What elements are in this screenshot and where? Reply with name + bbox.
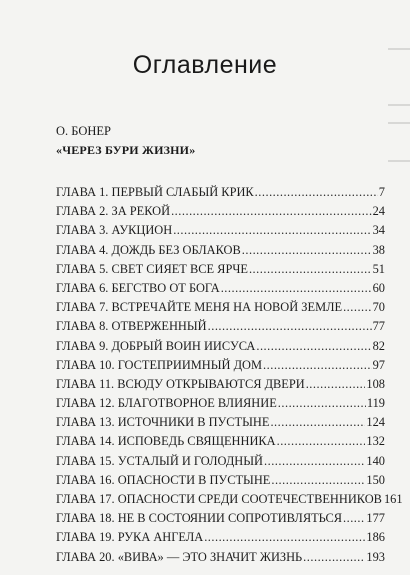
toc-entry-title: ГЛАВА 1. ПЕРВЫЙ СЛАБЫЙ КРИК	[56, 185, 254, 199]
toc-entry-title: ГЛАВА 18. НЕ В СОСТОЯНИИ СОПРОТИВЛЯТЬСЯ	[56, 511, 343, 526]
toc-leader-dots	[221, 279, 372, 298]
toc-leader-dots	[306, 375, 366, 394]
toc-entry-title: ГЛАВА 15. УСТАЛЫЙ И ГОЛОДНЫЙ	[56, 453, 264, 468]
toc-entry-title: ГЛАВА 10. ГОСТЕПРИИМНЫЙ ДОМ	[56, 357, 263, 372]
toc-entry-page: 38	[372, 242, 385, 257]
toc-entry-title: ГЛАВА 6. БЕГСТВО ОТ БОГА	[56, 280, 220, 295]
toc-entry	[56, 260, 385, 279]
toc-entry-page: 51	[372, 261, 385, 276]
toc-leader-dots	[256, 337, 371, 356]
toc-entry	[56, 471, 385, 490]
toc-entry-title: ГЛАВА 19. РУКА АНГЕЛА	[56, 530, 204, 545]
toc-leader-dots	[277, 432, 366, 451]
toc-leader-dots	[249, 260, 372, 279]
toc-leader-dots	[264, 452, 365, 471]
toc-entry-page: 186	[366, 530, 385, 545]
toc-entry-title: ГЛАВА 3. АУКЦИОН	[56, 223, 173, 238]
toc-entry-title: ГЛАВА 12. БЛАГОТВОРНОЕ ВЛИЯНИЕ	[56, 396, 277, 411]
toc-entry	[56, 317, 385, 336]
toc-entry-title: ГЛАВА 4. ДОЖДЬ БЕЗ ОБЛАКОВ	[56, 242, 241, 257]
page-title: Оглавление	[132, 50, 278, 79]
section-book-title: «ЧЕРЕЗ БУРИ ЖИЗНИ»	[56, 143, 196, 157]
toc-entry	[56, 394, 385, 413]
toc-leader-dots	[343, 509, 365, 528]
toc-entry	[56, 413, 385, 432]
toc-entry	[56, 183, 385, 202]
table-of-contents	[56, 183, 403, 567]
toc-entry-page: 82	[372, 338, 385, 353]
toc-entry-page: 97	[372, 357, 385, 372]
toc-entry-page: 124	[366, 415, 385, 430]
toc-leader-dots	[255, 183, 378, 202]
toc-entry-page: 161	[383, 492, 403, 506]
toc-entry-page: 193	[366, 549, 385, 564]
section-author: О. БОНЕР	[56, 124, 112, 138]
toc-leader-dots	[278, 394, 366, 413]
toc-entry-page: 24	[372, 204, 385, 219]
toc-entry	[56, 241, 385, 260]
toc-entry-page: 119	[366, 396, 385, 411]
show-through-mark	[388, 122, 410, 124]
toc-entry-page: 34	[372, 223, 385, 238]
toc-entry-page: 70	[372, 300, 385, 315]
toc-entry	[56, 528, 385, 547]
toc-leader-dots	[343, 298, 372, 317]
toc-entry-page: 150	[366, 472, 385, 487]
toc-entry-title: ГЛАВА 7. ВСТРЕЧАЙТЕ МЕНЯ НА НОВОЙ ЗЕМЛЕ	[56, 300, 343, 315]
toc-entry	[56, 279, 385, 298]
toc-leader-dots	[173, 221, 371, 240]
toc-entry-page: 177	[366, 511, 385, 526]
toc-entry	[56, 337, 385, 356]
toc-entry-title: ГЛАВА 5. СВЕТ СИЯЕТ ВСЕ ЯРЧЕ	[56, 261, 248, 276]
toc-entry-title: ГЛАВА 16. ОПАСНОСТИ В ПУСТЫНЕ	[56, 472, 271, 487]
toc-entry	[56, 452, 385, 471]
toc-entry	[56, 548, 385, 567]
toc-leader-dots	[242, 241, 372, 260]
toc-leader-dots	[208, 317, 372, 336]
toc-entry-page: 60	[372, 280, 385, 295]
toc-entry-title: ГЛАВА 11. ВСЮДУ ОТКРЫВАЮТСЯ ДВЕРИ	[56, 376, 305, 391]
show-through-mark	[388, 48, 410, 50]
toc-entry-title: ГЛАВА 14. ИСПОВЕДЬ СВЯЩЕННИКА	[56, 434, 276, 449]
show-through-mark	[388, 104, 410, 106]
toc-entry-title: ГЛАВА 9. ДОБРЫЙ ВОИН ИИСУСА	[56, 338, 256, 353]
toc-entry-title: ГЛАВА 13. ИСТОЧНИКИ В ПУСТЫНЕ	[56, 415, 270, 430]
toc-leader-dots	[171, 202, 372, 221]
toc-entry-page: 77	[372, 319, 385, 334]
toc-entry	[56, 221, 385, 240]
toc-entry	[56, 375, 385, 394]
toc-entry	[56, 356, 385, 375]
toc-entry	[56, 490, 403, 509]
toc-leader-dots	[263, 356, 372, 375]
toc-entry-page: 140	[366, 453, 385, 468]
toc-entry-title: ГЛАВА 8. ОТВЕРЖЕННЫЙ	[56, 319, 207, 334]
toc-entry-page: 7	[378, 185, 385, 199]
toc-entry	[56, 432, 385, 451]
toc-entry-title: ГЛАВА 20. «ВИВА» — ЭТО ЗНАЧИТ ЖИЗНЬ	[56, 549, 303, 564]
toc-entry-title: ГЛАВА 2. ЗА РЕКОЙ	[56, 204, 171, 219]
show-through-mark	[388, 160, 410, 162]
toc-leader-dots	[270, 413, 365, 432]
toc-entry	[56, 509, 385, 528]
toc-entry	[56, 298, 385, 317]
toc-entry	[56, 202, 385, 221]
toc-entry-page: 132	[366, 434, 385, 449]
toc-entry-page: 108	[366, 376, 385, 391]
toc-leader-dots	[271, 471, 365, 490]
toc-entry-title: ГЛАВА 17. ОПАСНОСТИ СРЕДИ СООТЕЧЕСТВЕННИКОВ	[56, 492, 382, 506]
toc-leader-dots	[204, 528, 365, 547]
toc-leader-dots	[303, 548, 365, 567]
